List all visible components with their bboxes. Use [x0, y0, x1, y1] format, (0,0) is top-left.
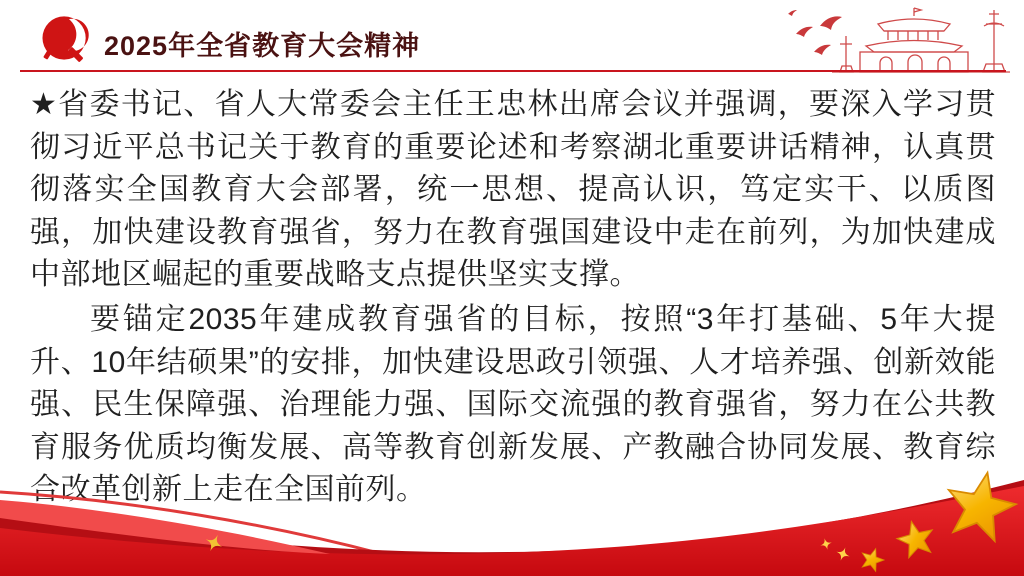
tiananmen-doves-illustration: [772, 2, 1012, 76]
paragraph-leader-remarks: ★省委书记、省人大常委会主任王忠林出席会议并强调，要深入学习贯彻习近平总书记关于教育的重要论述和考察湖北重要讲话精神，认真贯彻落实全国教育大会部署，统一思想、提高认识，笃定实干、以质图强，加快建设教育强省，努力在教育强国建设中走在前列，为加快建成中部地区崛起的重要战略支点提供坚实支撑。: [30, 88, 996, 292]
party-emblem-icon: [36, 10, 90, 66]
slide-header: [0, 0, 1024, 72]
red-ribbon-stars-decoration: [0, 444, 1024, 576]
paragraph-2035-goals: 要锚定2035年建成教育强省的目标，按照“3年打基础、5年大提升、10年结硕果”的安排，加快建设思政引领强、人才培养强、创新效能强、民生保障强、治理能力强、国际交流强的教育强省，努力在公共教育服务优质均衡发展、高等教育创新发展、产教融合协同发展、教育综合改革创新上走在全国前列。: [30, 302, 996, 507]
slide-title: 2025年全省教育大会精神: [104, 31, 421, 61]
header-divider: [20, 70, 1006, 72]
